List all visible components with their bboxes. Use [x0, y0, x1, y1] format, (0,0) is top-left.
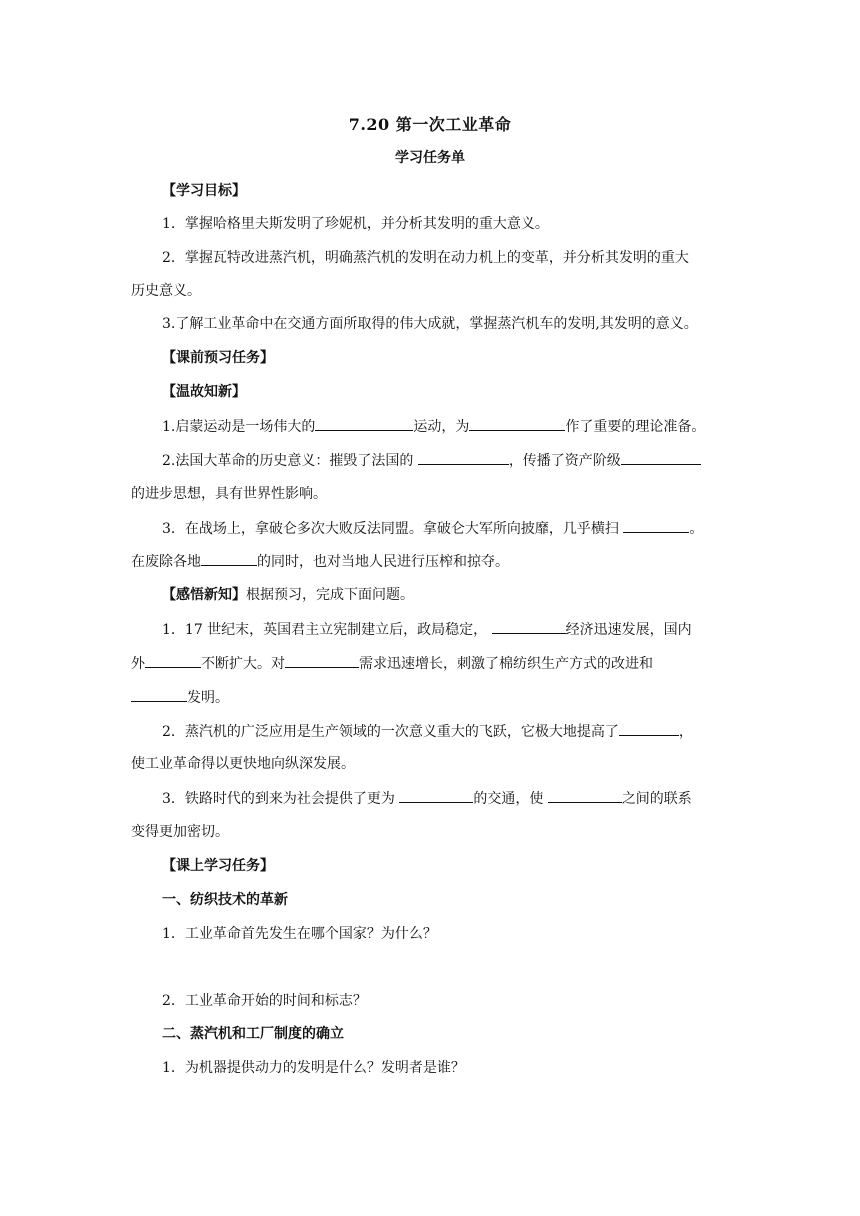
fill-blank[interactable] — [418, 450, 509, 465]
new-item-2 — [162, 721, 693, 742]
review-3-text-d: 的同时，也对当地人民进行压榨和掠夺。 — [257, 554, 509, 570]
new-item-1-cont2 — [131, 687, 229, 708]
fill-blank[interactable] — [469, 416, 565, 431]
question-1: 1．工业革命首先发生在哪个国家？为什么？ — [162, 926, 437, 942]
preview-heading: 【课前预习任务】 — [162, 350, 274, 366]
review-3-text-c: 在废除各地 — [131, 554, 201, 570]
new-3-text-b: 的交通，使 — [473, 791, 548, 807]
fill-blank[interactable] — [399, 788, 473, 803]
fill-blank[interactable] — [548, 788, 622, 803]
review-1-text-c: 作了重要的理论准备。 — [565, 419, 706, 435]
fill-blank[interactable] — [201, 551, 257, 566]
question-2: 2．工业革命开始的时间和标志？ — [162, 993, 367, 1009]
new-2-text-a: 2．蒸汽机的广泛应用是生产领域的一次意义重大的飞跃，它极大地提高了 — [162, 724, 619, 740]
new-knowledge-heading: 【感悟新知】 — [162, 587, 246, 603]
review-heading: 【温故知新】 — [162, 384, 246, 400]
review-item-1 — [162, 416, 705, 437]
fill-blank[interactable] — [621, 450, 701, 465]
section-heading-steam: 二、蒸汽机和工厂制度的确立 — [162, 1026, 344, 1042]
new-item-3 — [162, 788, 692, 809]
fill-blank[interactable] — [131, 687, 187, 702]
review-2-text-a: 2.法国大革命的历史意义：摧毁了法国的 — [162, 453, 418, 469]
new-item-2-cont: 使工业革命得以更快地向纵深发展。 — [131, 756, 355, 772]
section-heading-textile: 一、纺织技术的革新 — [162, 892, 288, 908]
new-3-text-a: 3．铁路时代的到来为社会提供了更为 — [162, 791, 400, 807]
new-item-1-cont — [131, 653, 653, 674]
review-1-text-b: 运动，为 — [413, 419, 470, 435]
review-3-text-a: 3．在战场上，拿破仑多次大败反法同盟。拿破仑大军所向披靡，几乎横扫 — [162, 521, 624, 537]
new-item-1 — [162, 619, 692, 640]
goal-item-2-cont: 历史意义。 — [131, 283, 201, 299]
goal-item-1: 1．掌握哈格里夫斯发明了珍妮机，并分析其发明的重大意义。 — [162, 216, 549, 232]
new-1-text-f: 发明。 — [187, 690, 229, 706]
new-1-text-b: 经济迅速发展，国内 — [565, 622, 692, 638]
classwork-heading: 【课上学习任务】 — [162, 858, 274, 874]
fill-blank[interactable] — [623, 518, 689, 533]
new-knowledge-row — [162, 585, 414, 605]
page-title: 7.20 第一次工业革命 — [348, 115, 512, 134]
fill-blank[interactable] — [492, 619, 566, 634]
goals-heading: 【学习目标】 — [162, 183, 246, 199]
fill-blank[interactable] — [145, 653, 201, 668]
review-item-2-cont: 的进步思想，具有世界性影响。 — [131, 486, 327, 502]
goal-item-3: 3.了解工业革命中在交通方面所取得的伟大成就，掌握蒸汽机车的发明,其发明的意义。 — [162, 316, 698, 332]
fill-blank[interactable] — [285, 653, 359, 668]
new-1-text-c: 外 — [131, 656, 145, 672]
review-item-3-cont — [131, 551, 509, 572]
review-3-text-b: 。 — [689, 521, 704, 537]
review-item-3 — [162, 518, 703, 539]
fill-blank[interactable] — [315, 416, 413, 431]
page-subtitle: 学习任务单 — [395, 150, 465, 166]
review-2-text-b: ，传播了资产阶级 — [508, 453, 621, 469]
question-3: 1．为机器提供动力的发明是什么？发明者是谁？ — [162, 1060, 465, 1076]
new-1-text-a: 1．17 世纪末，英国君主立宪制建立后，政局稳定， — [162, 622, 492, 638]
goal-item-2: 2．掌握瓦特改进蒸汽机，明确蒸汽机的发明在动力机上的变革，并分析其发明的重大 — [162, 250, 689, 266]
new-1-text-d: 不断扩大。对 — [201, 656, 285, 672]
new-2-text-b: ， — [678, 724, 693, 740]
fill-blank[interactable] — [619, 721, 679, 736]
review-item-2 — [162, 450, 701, 471]
new-1-text-e: 需求迅速增长，刺激了棉纺织生产方式的改进和 — [359, 656, 653, 672]
review-1-text-a: 1.启蒙运动是一场伟大的 — [162, 419, 316, 435]
new-item-3-cont: 变得更加密切。 — [131, 824, 229, 840]
new-knowledge-intro: 根据预习，完成下面问题。 — [246, 587, 414, 603]
new-3-text-c: 之间的联系 — [621, 791, 692, 807]
